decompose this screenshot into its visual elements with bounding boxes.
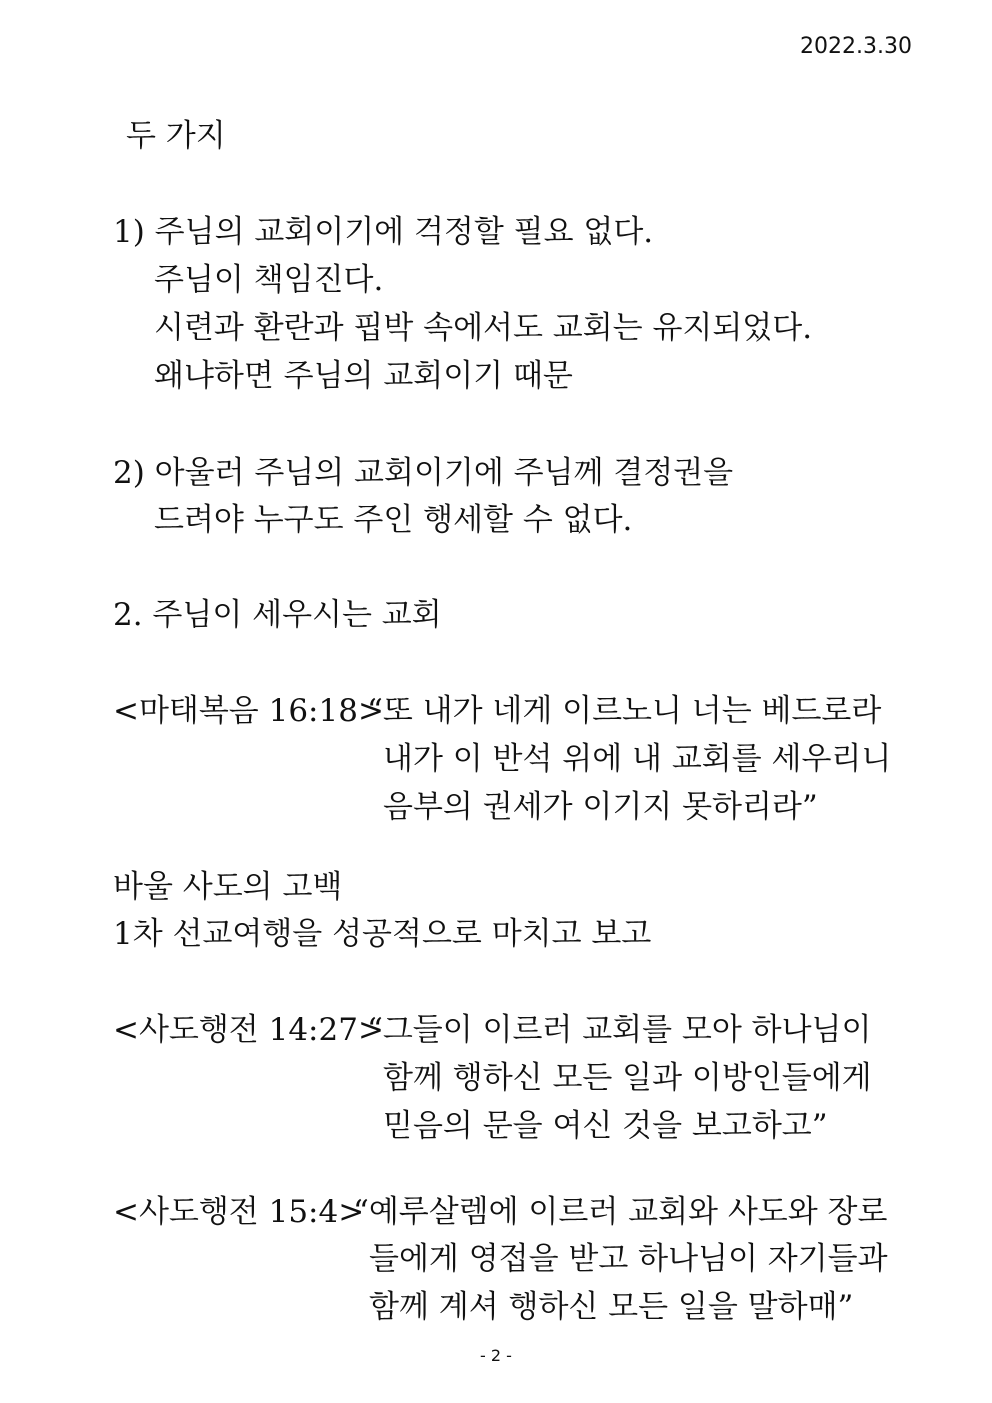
point-2-line: 2) 아울러 주님의 교회이기에 주님께 결정권을 <box>113 455 734 491</box>
quote-line: 들에게 영접을 받고 하나님이 자기들과 <box>369 1241 888 1277</box>
section-heading: 두 가지 <box>126 118 226 154</box>
quote-line: 믿음의 문을 여신 것을 보고하고” <box>383 1108 828 1144</box>
point-1-line: 1) 주님의 교회이기에 걱정할 필요 없다. <box>113 214 654 250</box>
point-1-line: 주님이 책임진다. <box>154 262 384 298</box>
point-1-line: 왜냐하면 주님의 교회이기 때문 <box>154 358 573 394</box>
quote-line: 내가 이 반석 위에 내 교회를 세우리니 <box>383 741 892 777</box>
quote-line: “예루살렘에 이르러 교회와 사도와 장로 <box>353 1194 888 1230</box>
page-number: - 2 - <box>480 1346 512 1365</box>
quote-line: 함께 계셔 행하신 모든 일을 말하매” <box>369 1289 854 1325</box>
quote-line: 함께 행하신 모든 일과 이방인들에게 <box>383 1060 872 1096</box>
quote-line: 음부의 권세가 이기지 못하리라” <box>383 789 818 825</box>
quote-line: “또 내가 네게 이르노니 너는 베드로라 <box>367 693 882 729</box>
quote-line: “그들이 이르러 교회를 모아 하나님이 <box>367 1012 872 1048</box>
scripture-reference: <사도행전 14:27> <box>113 1012 384 1048</box>
paul-line: 바울 사도의 고백 <box>113 869 343 905</box>
scripture-reference: <마태복음 16:18> <box>113 693 384 729</box>
point-2-line: 드려야 누구도 주인 행세할 수 없다. <box>154 502 633 538</box>
section-2-title: 2. 주님이 세우시는 교회 <box>113 597 442 633</box>
point-1-line: 시련과 환란과 핍박 속에서도 교회는 유지되었다. <box>154 310 813 346</box>
document-date: 2022.3.30 <box>800 34 912 59</box>
scripture-reference: <사도행전 15:4> <box>113 1194 365 1230</box>
paul-line: 1차 선교여행을 성공적으로 마치고 보고 <box>113 916 652 952</box>
